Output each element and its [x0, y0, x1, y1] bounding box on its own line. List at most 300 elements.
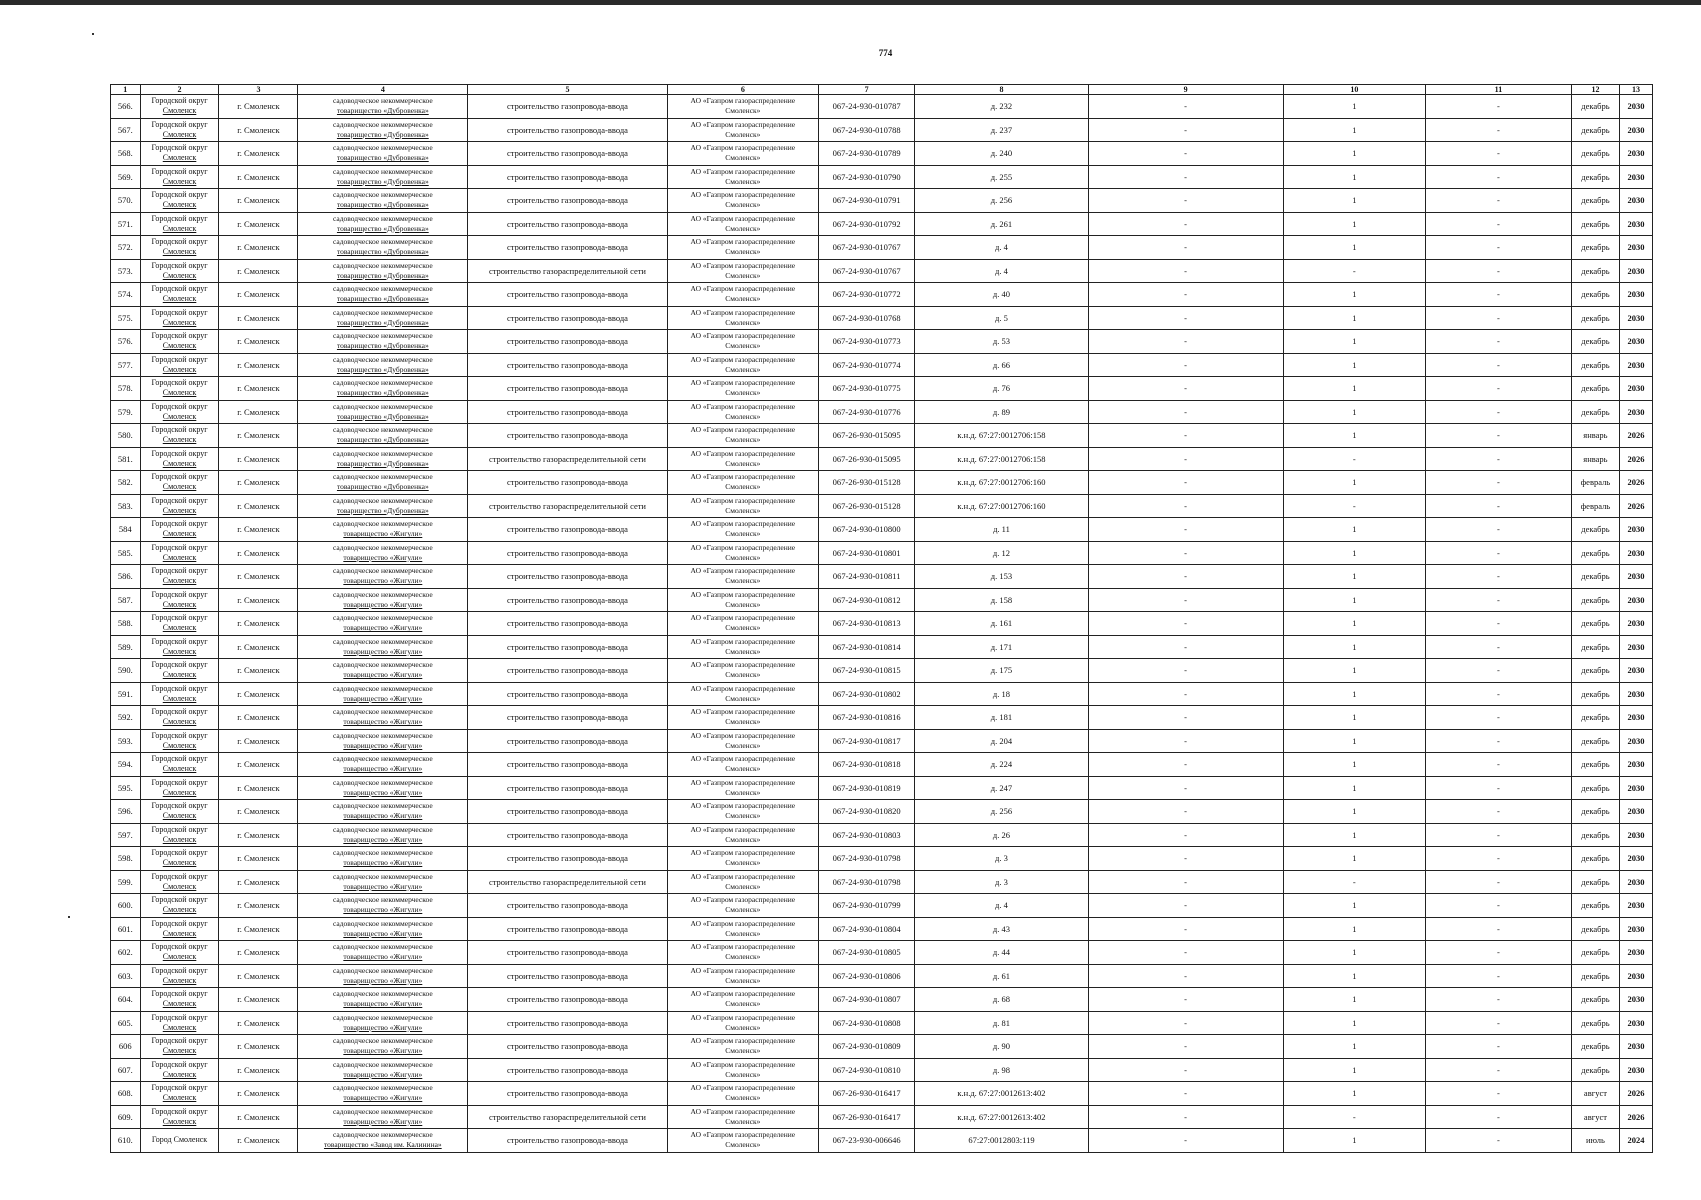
partnership-line: садоводческое некоммерческое	[332, 730, 433, 740]
table-row	[111, 259, 1653, 283]
organization-cell	[667, 870, 818, 894]
address-cell: д. 90	[915, 1035, 1088, 1059]
row-number-cell: 603.	[111, 964, 141, 988]
organization-line: АО «Газпром газораспределение	[690, 378, 796, 388]
column-11-cell: -	[1426, 400, 1572, 424]
organization-line: Смоленск»	[725, 435, 761, 445]
table-row	[111, 870, 1653, 894]
organization-line: АО «Газпром газораспределение	[690, 636, 796, 646]
partnership-line: садоводческое некоммерческое	[332, 683, 433, 693]
application-number-cell: 067-24-930-010816	[818, 706, 914, 730]
month-cell: декабрь	[1571, 142, 1619, 166]
column-10-cell: 1	[1283, 471, 1425, 495]
municipality-line: Смоленск	[162, 717, 197, 727]
organization-line: АО «Газпром газораспределение	[690, 519, 796, 529]
municipality-line: Городской округ	[151, 448, 208, 458]
partnership-line: товарищество «Дубровенка»	[336, 223, 429, 233]
month-cell: декабрь	[1571, 682, 1619, 706]
column-11-cell: -	[1426, 118, 1572, 142]
month-cell: декабрь	[1571, 588, 1619, 612]
month-cell: декабрь	[1571, 236, 1619, 260]
organization-line: Смоленск»	[725, 1116, 761, 1126]
municipality-cell	[140, 776, 219, 800]
column-9-cell: -	[1088, 471, 1283, 495]
column-header: 8	[915, 85, 1088, 95]
partnership-line: товарищество «Жигули»	[343, 717, 423, 727]
row-number-cell: 577.	[111, 353, 141, 377]
municipality-line: Смоленск	[162, 270, 197, 280]
row-number-cell: 602.	[111, 941, 141, 965]
year-cell: 2030	[1620, 612, 1653, 636]
column-10-cell: -	[1283, 870, 1425, 894]
partnership-cell	[298, 870, 468, 894]
partnership-line: садоводческое некоммерческое	[332, 965, 433, 975]
partnership-line: садоводческое некоммерческое	[332, 213, 433, 223]
partnership-line: товарищество «Жигули»	[343, 1046, 423, 1056]
organization-cell	[667, 330, 818, 354]
partnership-cell	[298, 1011, 468, 1035]
column-9-cell: -	[1088, 518, 1283, 542]
partnership-line: товарищество «Дубровенка»	[336, 270, 429, 280]
month-cell: декабрь	[1571, 917, 1619, 941]
settlement-cell: г. Смоленск	[219, 612, 298, 636]
column-10-cell: 1	[1283, 1129, 1425, 1153]
organization-line: Смоленск»	[725, 717, 761, 727]
address-cell: д. 89	[915, 400, 1088, 424]
organization-line: Смоленск»	[725, 811, 761, 821]
table-row	[111, 894, 1653, 918]
settlement-cell: г. Смоленск	[219, 941, 298, 965]
partnership-line: садоводческое некоммерческое	[332, 425, 433, 435]
organization-cell	[667, 894, 818, 918]
municipality-cell	[140, 823, 219, 847]
column-11-cell: -	[1426, 753, 1572, 777]
municipality-cell	[140, 729, 219, 753]
address-cell: д. 81	[915, 1011, 1088, 1035]
work-type-cell: строительство газопровода-ввода	[468, 306, 667, 330]
organization-line: Смоленск»	[725, 176, 761, 186]
column-10-cell: 1	[1283, 706, 1425, 730]
application-number-cell: 067-24-930-010808	[818, 1011, 914, 1035]
column-10-cell: 1	[1283, 612, 1425, 636]
municipality-line: Смоленск	[162, 317, 197, 327]
organization-line: АО «Газпром газораспределение	[690, 166, 796, 176]
municipality-line: Смоленск	[162, 529, 197, 539]
settlement-cell: г. Смоленск	[219, 400, 298, 424]
organization-cell	[667, 494, 818, 518]
address-cell: д. 26	[915, 823, 1088, 847]
month-cell: декабрь	[1571, 612, 1619, 636]
partnership-cell	[298, 447, 468, 471]
organization-line: АО «Газпром газораспределение	[690, 566, 796, 576]
partnership-line: садоводческое некоммерческое	[332, 660, 433, 670]
year-cell: 2030	[1620, 165, 1653, 189]
application-number-cell: 067-24-930-010767	[818, 259, 914, 283]
partnership-cell	[298, 682, 468, 706]
organization-cell	[667, 1035, 818, 1059]
column-11-cell: -	[1426, 706, 1572, 730]
organization-line: Смоленск»	[725, 881, 761, 891]
municipality-line: Городской округ	[151, 707, 208, 717]
column-9-cell: -	[1088, 424, 1283, 448]
table-row	[111, 95, 1653, 119]
scan-speck	[92, 33, 94, 35]
column-11-cell: -	[1426, 635, 1572, 659]
column-9-cell: -	[1088, 1105, 1283, 1129]
organization-line: Смоленск»	[725, 317, 761, 327]
month-cell: декабрь	[1571, 565, 1619, 589]
partnership-line: садоводческое некоммерческое	[332, 166, 433, 176]
organization-cell	[667, 847, 818, 871]
year-cell: 2026	[1620, 424, 1653, 448]
table-row	[111, 800, 1653, 824]
municipality-line: Городской округ	[151, 213, 208, 223]
column-header: 5	[468, 85, 667, 95]
work-type-cell: строительство газопровода-ввода	[468, 142, 667, 166]
row-number-cell: 599.	[111, 870, 141, 894]
partnership-cell	[298, 471, 468, 495]
organization-line: АО «Газпром газораспределение	[690, 1059, 796, 1069]
year-cell: 2030	[1620, 941, 1653, 965]
partnership-cell	[298, 659, 468, 683]
column-10-cell: 1	[1283, 283, 1425, 307]
municipality-line: Смоленск	[162, 693, 197, 703]
address-cell: д. 256	[915, 189, 1088, 213]
column-10-cell: 1	[1283, 236, 1425, 260]
partnership-line: садоводческое некоммерческое	[332, 566, 433, 576]
partnership-cell	[298, 1058, 468, 1082]
partnership-cell	[298, 823, 468, 847]
municipality-line: Городской округ	[151, 1106, 208, 1116]
work-type-cell: строительство газопровода-ввода	[468, 941, 667, 965]
organization-line: Смоленск»	[725, 270, 761, 280]
municipality-line: Смоленск	[162, 247, 197, 257]
municipality-cell	[140, 1129, 219, 1153]
column-header: 12	[1571, 85, 1619, 95]
column-10-cell: 1	[1283, 541, 1425, 565]
work-type-cell: строительство газопровода-ввода	[468, 800, 667, 824]
work-type-cell: строительство газопровода-ввода	[468, 635, 667, 659]
organization-cell	[667, 1058, 818, 1082]
partnership-line: садоводческое некоммерческое	[332, 96, 433, 106]
settlement-cell: г. Смоленск	[219, 753, 298, 777]
table-row	[111, 447, 1653, 471]
work-type-cell: строительство газопровода-ввода	[468, 964, 667, 988]
column-11-cell: -	[1426, 95, 1572, 119]
municipality-line: Городской округ	[151, 237, 208, 247]
partnership-cell	[298, 706, 468, 730]
organization-cell	[667, 377, 818, 401]
column-11-cell: -	[1426, 565, 1572, 589]
month-cell: декабрь	[1571, 212, 1619, 236]
work-type-cell: строительство газопровода-ввода	[468, 471, 667, 495]
column-10-cell: -	[1283, 259, 1425, 283]
application-number-cell: 067-24-930-010818	[818, 753, 914, 777]
column-11-cell: -	[1426, 353, 1572, 377]
organization-line: АО «Газпром газораспределение	[690, 213, 796, 223]
month-cell: декабрь	[1571, 1011, 1619, 1035]
row-number-cell: 588.	[111, 612, 141, 636]
column-11-cell: -	[1426, 1129, 1572, 1153]
organization-line: Смоленск»	[725, 341, 761, 351]
work-type-cell: строительство газопровода-ввода	[468, 1011, 667, 1035]
settlement-cell: г. Смоленск	[219, 494, 298, 518]
organization-line: Смоленск»	[725, 928, 761, 938]
table-row	[111, 729, 1653, 753]
column-11-cell: -	[1426, 1058, 1572, 1082]
month-cell: декабрь	[1571, 1035, 1619, 1059]
column-9-cell: -	[1088, 565, 1283, 589]
month-cell: декабрь	[1571, 377, 1619, 401]
partnership-cell	[298, 165, 468, 189]
partnership-line: товарищество «Жигули»	[343, 1093, 423, 1103]
row-number-cell: 604.	[111, 988, 141, 1012]
settlement-cell: г. Смоленск	[219, 964, 298, 988]
municipality-line: Городской округ	[151, 683, 208, 693]
column-9-cell: -	[1088, 189, 1283, 213]
table-row	[111, 306, 1653, 330]
year-cell: 2030	[1620, 800, 1653, 824]
partnership-line: садоводческое некоммерческое	[332, 1012, 433, 1022]
application-number-cell: 067-23-930-006646	[818, 1129, 914, 1153]
work-type-cell: строительство газопровода-ввода	[468, 847, 667, 871]
partnership-cell	[298, 142, 468, 166]
organization-line: Смоленск»	[725, 364, 761, 374]
municipality-cell	[140, 306, 219, 330]
partnership-cell	[298, 118, 468, 142]
address-cell: д. 53	[915, 330, 1088, 354]
municipality-line: Городской округ	[151, 965, 208, 975]
year-cell: 2030	[1620, 189, 1653, 213]
work-type-cell: строительство газораспределительной сети	[468, 259, 667, 283]
column-header: 6	[667, 85, 818, 95]
municipality-line: Смоленск	[162, 458, 197, 468]
table-row	[111, 941, 1653, 965]
month-cell: декабрь	[1571, 400, 1619, 424]
partnership-line: садоводческое некоммерческое	[332, 918, 433, 928]
column-11-cell: -	[1426, 447, 1572, 471]
column-header: 10	[1283, 85, 1425, 95]
year-cell: 2030	[1620, 1035, 1653, 1059]
application-number-cell: 067-24-930-010800	[818, 518, 914, 542]
application-number-cell: 067-24-930-010791	[818, 189, 914, 213]
column-9-cell: -	[1088, 95, 1283, 119]
municipality-line: Городской округ	[151, 989, 208, 999]
municipality-cell	[140, 612, 219, 636]
municipality-cell	[140, 165, 219, 189]
row-number-cell: 569.	[111, 165, 141, 189]
application-number-cell: 067-24-930-010815	[818, 659, 914, 683]
application-number-cell: 067-26-930-015128	[818, 494, 914, 518]
row-number-cell: 570.	[111, 189, 141, 213]
municipality-cell	[140, 494, 219, 518]
column-10-cell: 1	[1283, 142, 1425, 166]
municipality-line: Городской округ	[151, 425, 208, 435]
table-row	[111, 1035, 1653, 1059]
municipality-line: Городской округ	[151, 542, 208, 552]
column-9-cell: -	[1088, 1011, 1283, 1035]
organization-cell	[667, 1011, 818, 1035]
organization-cell	[667, 1082, 818, 1106]
month-cell: декабрь	[1571, 541, 1619, 565]
address-cell: д. 18	[915, 682, 1088, 706]
address-cell: д. 247	[915, 776, 1088, 800]
address-cell: д. 153	[915, 565, 1088, 589]
partnership-cell	[298, 847, 468, 871]
application-number-cell: 067-24-930-010776	[818, 400, 914, 424]
address-cell: д. 224	[915, 753, 1088, 777]
organization-cell	[667, 95, 818, 119]
address-cell: д. 255	[915, 165, 1088, 189]
partnership-cell	[298, 588, 468, 612]
settlement-cell: г. Смоленск	[219, 330, 298, 354]
table-row	[111, 612, 1653, 636]
row-number-cell: 575.	[111, 306, 141, 330]
application-number-cell: 067-24-930-010806	[818, 964, 914, 988]
municipality-line: Смоленск	[162, 952, 197, 962]
organization-line: АО «Газпром газораспределение	[690, 730, 796, 740]
column-9-cell: -	[1088, 306, 1283, 330]
municipality-cell	[140, 941, 219, 965]
address-cell: д. 181	[915, 706, 1088, 730]
organization-cell	[667, 259, 818, 283]
work-type-cell: строительство газопровода-ввода	[468, 612, 667, 636]
application-number-cell: 067-24-930-010799	[818, 894, 914, 918]
municipality-cell	[140, 518, 219, 542]
year-cell: 2030	[1620, 236, 1653, 260]
municipality-cell	[140, 1058, 219, 1082]
partnership-cell	[298, 565, 468, 589]
row-number-cell: 600.	[111, 894, 141, 918]
month-cell: декабрь	[1571, 518, 1619, 542]
organization-cell	[667, 800, 818, 824]
partnership-line: товарищество «Завод им. Калинина»	[323, 1140, 442, 1150]
application-number-cell: 067-24-930-010803	[818, 823, 914, 847]
table-row	[111, 283, 1653, 307]
organization-line: АО «Газпром газораспределение	[690, 589, 796, 599]
organization-line: АО «Газпром газораспределение	[690, 260, 796, 270]
address-cell: д. 3	[915, 870, 1088, 894]
organization-line: АО «Газпром газораспределение	[690, 1130, 796, 1140]
municipality-cell	[140, 1035, 219, 1059]
work-type-cell: строительство газопровода-ввода	[468, 1082, 667, 1106]
column-9-cell: -	[1088, 212, 1283, 236]
municipality-cell	[140, 259, 219, 283]
address-cell: к.н.д. 67:27:0012706:160	[915, 494, 1088, 518]
partnership-line: товарищество «Жигули»	[343, 787, 423, 797]
settlement-cell: г. Смоленск	[219, 1129, 298, 1153]
municipality-line: Городской округ	[151, 143, 208, 153]
column-9-cell: -	[1088, 377, 1283, 401]
organization-line: АО «Газпром газораспределение	[690, 190, 796, 200]
municipality-line: Смоленск	[162, 834, 197, 844]
column-10-cell: 1	[1283, 823, 1425, 847]
partnership-line: товарищество «Жигули»	[343, 1069, 423, 1079]
partnership-cell	[298, 988, 468, 1012]
work-type-cell: строительство газораспределительной сети	[468, 870, 667, 894]
organization-cell	[667, 1129, 818, 1153]
page-top-border	[0, 0, 1701, 5]
year-cell: 2030	[1620, 753, 1653, 777]
municipality-line: Смоленск	[162, 646, 197, 656]
municipality-line: Городской округ	[151, 260, 208, 270]
year-cell: 2026	[1620, 494, 1653, 518]
partnership-line: садоводческое некоммерческое	[332, 895, 433, 905]
address-cell: д. 76	[915, 377, 1088, 401]
organization-cell	[667, 118, 818, 142]
partnership-line: товарищество «Дубровенка»	[336, 294, 429, 304]
municipality-line: Смоленск	[162, 482, 197, 492]
row-number-cell: 586.	[111, 565, 141, 589]
municipality-line: Смоленск	[162, 858, 197, 868]
column-10-cell: 1	[1283, 753, 1425, 777]
month-cell: февраль	[1571, 471, 1619, 495]
column-11-cell: -	[1426, 847, 1572, 871]
column-9-cell: -	[1088, 729, 1283, 753]
organization-line: Смоленск»	[725, 787, 761, 797]
column-10-cell: 1	[1283, 95, 1425, 119]
municipality-line: Смоленск	[162, 787, 197, 797]
organization-line: АО «Газпром газораспределение	[690, 660, 796, 670]
settlement-cell: г. Смоленск	[219, 212, 298, 236]
column-9-cell: -	[1088, 753, 1283, 777]
organization-line: АО «Газпром газораспределение	[690, 707, 796, 717]
organization-line: Смоленск»	[725, 106, 761, 116]
work-type-cell: строительство газопровода-ввода	[468, 400, 667, 424]
organization-cell	[667, 753, 818, 777]
year-cell: 2030	[1620, 847, 1653, 871]
table-row	[111, 753, 1653, 777]
municipality-cell	[140, 283, 219, 307]
table-row	[111, 706, 1653, 730]
organization-line: АО «Газпром газораспределение	[690, 495, 796, 505]
settlement-cell: г. Смоленск	[219, 306, 298, 330]
application-number-cell: 067-24-930-010802	[818, 682, 914, 706]
partnership-cell	[298, 1105, 468, 1129]
column-9-cell: -	[1088, 353, 1283, 377]
organization-line: Смоленск»	[725, 905, 761, 915]
partnership-line: товарищество «Дубровенка»	[336, 482, 429, 492]
organization-line: АО «Газпром газораспределение	[690, 895, 796, 905]
column-9-cell: -	[1088, 330, 1283, 354]
organization-line: Смоленск»	[725, 411, 761, 421]
organization-cell	[667, 189, 818, 213]
application-number-cell: 067-24-930-010773	[818, 330, 914, 354]
row-number-cell: 571.	[111, 212, 141, 236]
month-cell: декабрь	[1571, 353, 1619, 377]
month-cell: январь	[1571, 447, 1619, 471]
municipality-cell	[140, 471, 219, 495]
municipality-line: Городской округ	[151, 895, 208, 905]
year-cell: 2026	[1620, 447, 1653, 471]
table-row	[111, 236, 1653, 260]
work-type-cell: строительство газораспределительной сети	[468, 447, 667, 471]
partnership-line: садоводческое некоммерческое	[332, 190, 433, 200]
column-10-cell: 1	[1283, 1035, 1425, 1059]
month-cell: декабрь	[1571, 283, 1619, 307]
municipality-line: Город Смоленск	[151, 1135, 208, 1145]
organization-cell	[667, 471, 818, 495]
table-row	[111, 659, 1653, 683]
row-number-cell: 567.	[111, 118, 141, 142]
partnership-line: товарищество «Жигули»	[343, 576, 423, 586]
month-cell: декабрь	[1571, 706, 1619, 730]
month-cell: декабрь	[1571, 870, 1619, 894]
partnership-line: товарищество «Жигули»	[343, 952, 423, 962]
organization-line: Смоленск»	[725, 740, 761, 750]
organization-line: Смоленск»	[725, 858, 761, 868]
address-cell: д. 4	[915, 236, 1088, 260]
